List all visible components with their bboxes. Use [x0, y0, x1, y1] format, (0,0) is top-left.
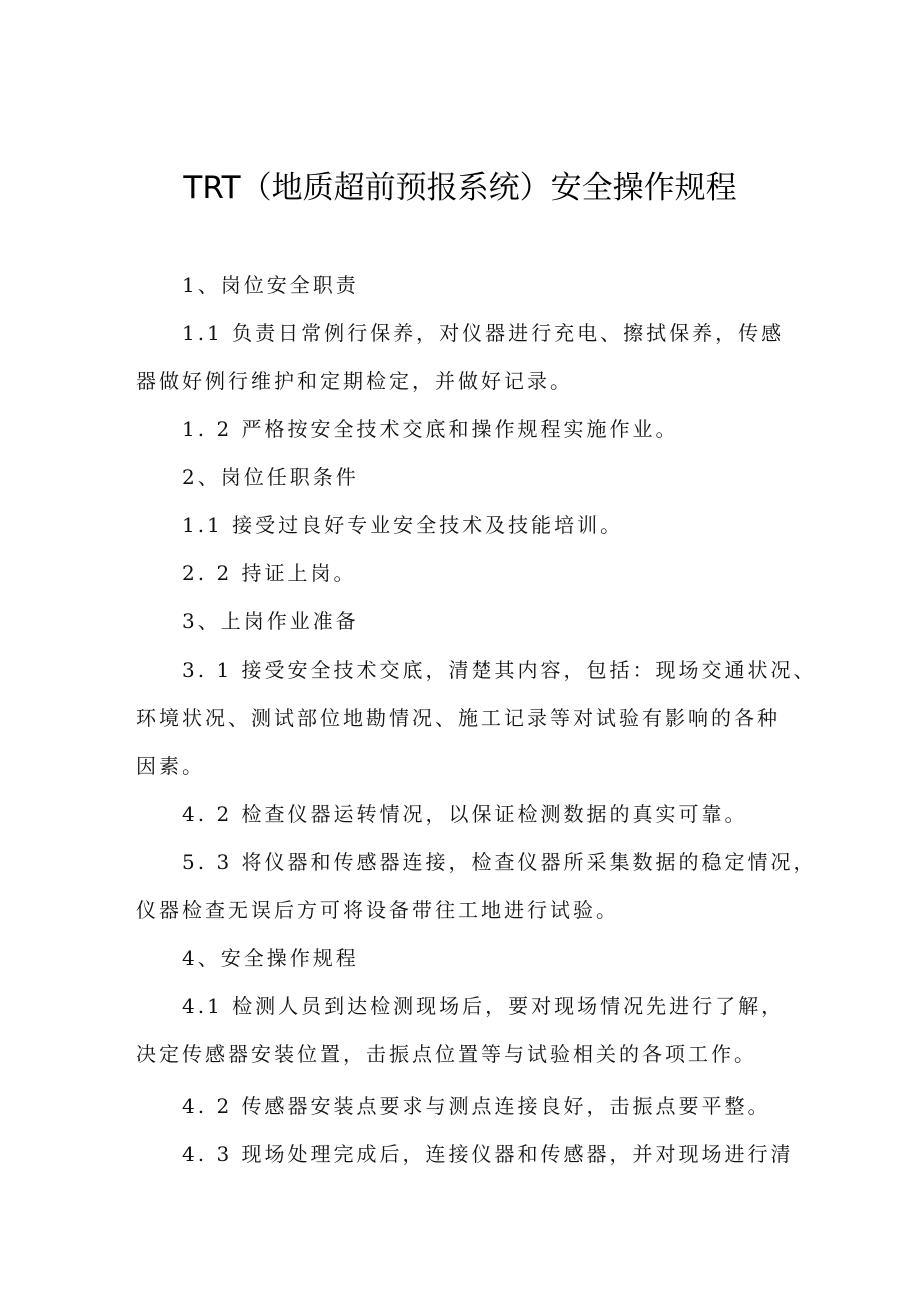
section-heading-2: 2、岗位任职条件	[182, 465, 359, 489]
paragraph-line: 3. 1 接受安全技术交底，清楚其内容，包括：现场交通状况、	[182, 658, 817, 682]
section-heading-3: 3、上岗作业准备	[182, 609, 359, 633]
paragraph-line: 4. 2 传感器安装点要求与测点连接良好，击振点要平整。	[182, 1094, 771, 1118]
paragraph-line: 4.1 检测人员到达检测现场后，要对现场情况先进行了解，	[182, 994, 785, 1018]
paragraph-line: 1.1 负责日常例行保养，对仪器进行充电、擦拭保养，传感	[182, 321, 785, 345]
paragraph-line: 决定传感器安装位置，击振点位置等与试验相关的各项工作。	[136, 1042, 757, 1066]
paragraph-line: 4. 2 检查仪器运转情况，以保证检测数据的真实可靠。	[182, 802, 748, 826]
paragraph-line: 4. 3 现场处理完成后，连接仪器和传感器，并对现场进行清	[182, 1142, 794, 1166]
section-heading-4: 4、安全操作规程	[182, 946, 359, 970]
section-heading-1: 1、岗位安全职责	[182, 273, 359, 297]
paragraph-line: 2. 2 持证上岗。	[182, 561, 357, 585]
paragraph-line: 仪器检查无误后方可将设备带往工地进行试验。	[136, 898, 619, 922]
paragraph-line: 1.1 接受过良好专业安全技术及技能培训。	[182, 513, 624, 537]
paragraph-line: 因素。	[136, 754, 205, 778]
paragraph-line: 环境状况、测试部位地勘情况、施工记录等对试验有影响的各种	[136, 706, 780, 730]
document-title: TRT（地质超前预报系统）安全操作规程	[183, 170, 737, 206]
paragraph-line: 1. 2 严格按安全技术交底和操作规程实施作业。	[182, 417, 679, 441]
paragraph-line: 器做好例行维护和定期检定，并做好记录。	[136, 369, 573, 393]
paragraph-line: 5. 3 将仪器和传感器连接，检查仪器所采集数据的稳定情况，	[182, 850, 817, 874]
